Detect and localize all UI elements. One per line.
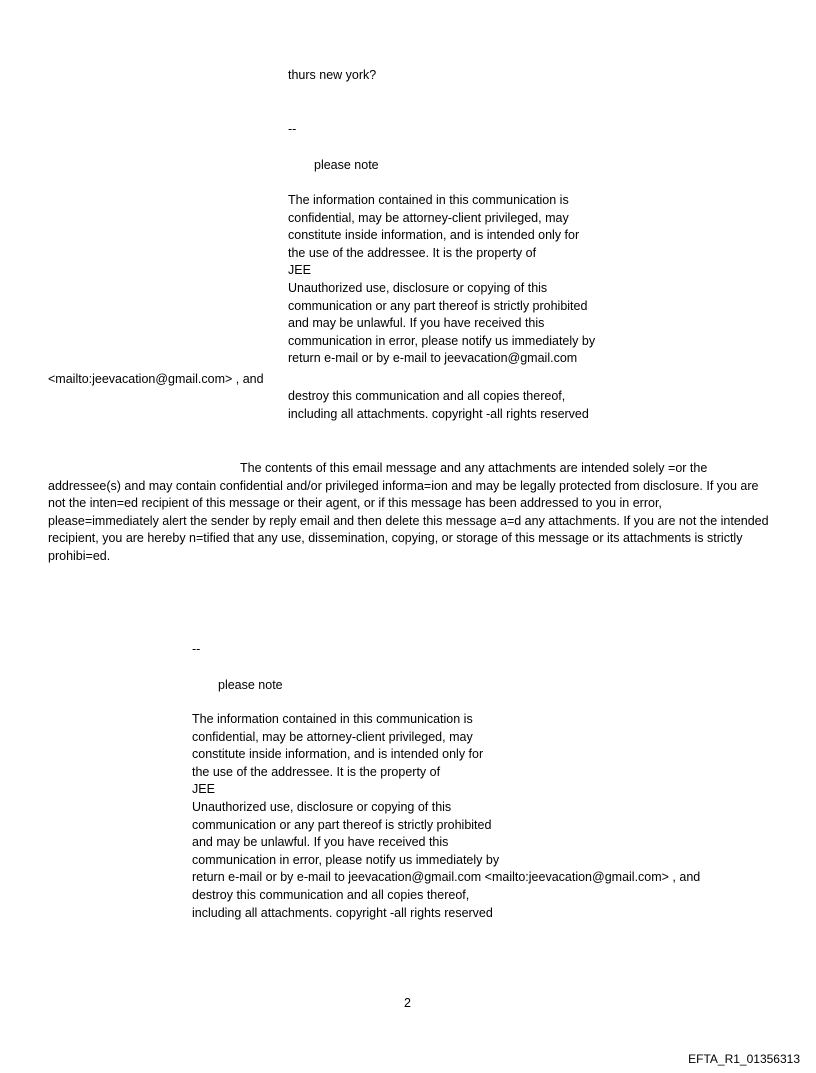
disclaimer-line: the use of the addressee. It is the property of <box>288 245 537 260</box>
separator: -- <box>288 122 297 136</box>
disclaimer-line: JEE <box>288 263 311 278</box>
disclaimer-line: destroy this communication and all copies thereof, <box>192 887 470 902</box>
disclaimer-line: Unauthorized use, disclosure or copying of this <box>192 799 452 814</box>
disclaimer-line: communication in error, please notify us immediately by <box>192 852 500 867</box>
disclaimer-line: constitute inside information, and is intended only for <box>288 228 580 243</box>
disclaimer-line: and may be unlawful. If you have received this <box>288 316 545 331</box>
disclaimer-line: communication in error, please notify us immediately by <box>288 333 596 348</box>
subject-line: thurs new york? <box>288 68 377 82</box>
disclaimer-line: The information contained in this communication is <box>288 193 569 207</box>
page-number: 2 <box>404 996 411 1010</box>
mailto-link[interactable]: <mailto:jeevacation@gmail.com> , and <box>48 372 264 386</box>
disclaimer-line: communication or any part thereof is strictly prohibited <box>192 817 492 832</box>
disclaimer-closing <box>288 388 589 423</box>
disclaimer-line: and may be unlawful. If you have received this <box>192 835 449 850</box>
disclaimer-line: communication or any part thereof is strictly prohibited <box>288 298 588 313</box>
disclaimer-line: destroy this communication and all copies thereof, <box>288 389 566 403</box>
disclaimer-line: confidential, may be attorney-client privileged, may <box>192 729 473 744</box>
disclaimer-line: Unauthorized use, disclosure or copying of this <box>288 280 548 295</box>
document-id: EFTA_R1_01356313 <box>688 1052 800 1066</box>
separator: -- <box>192 642 201 656</box>
disclaimer-line: the use of the addressee. It is the property of <box>192 764 441 779</box>
disclaimer-line: JEE <box>192 782 215 797</box>
disclaimer-line: return e-mail or by e-mail to jeevacation@gmail.com <box>288 351 578 366</box>
disclaimer-line: constitute inside information, and is intended only for <box>192 747 484 762</box>
disclaimer-line: confidential, may be attorney-client privileged, may <box>288 210 569 225</box>
please-note-heading: please note <box>218 678 283 692</box>
confidentiality-notice: The contents of this email message and any attachments are intended solely =or the addressee(s) and may contain confidential and/or privileged informa=ion and may be legally protected from disclosure. If you are not the inten=ed recipient of this message or their agent, or if this message has been addressed to you in error, please=immediately alert the sender by reply email and then delete this message a=d any attachments. If you are not the intended recipient, you are hereby n=tified that any use, dissemination, copying, or storage of this message or its attachments is strictly prohibi=ed. <box>48 461 769 563</box>
disclaimer-line: including all attachments. copyright -all rights reserved <box>192 905 493 920</box>
disclaimer-block <box>192 711 700 922</box>
disclaimer-line: including all attachments. copyright -all rights reserved <box>288 406 589 421</box>
please-note-heading: please note <box>314 158 379 172</box>
disclaimer-block <box>288 192 595 368</box>
disclaimer-line: return e-mail or by e-mail to jeevacation@gmail.com <mailto:jeevacation@gmail.com> , and <box>192 870 701 885</box>
disclaimer-line: The information contained in this communication is <box>192 712 473 726</box>
